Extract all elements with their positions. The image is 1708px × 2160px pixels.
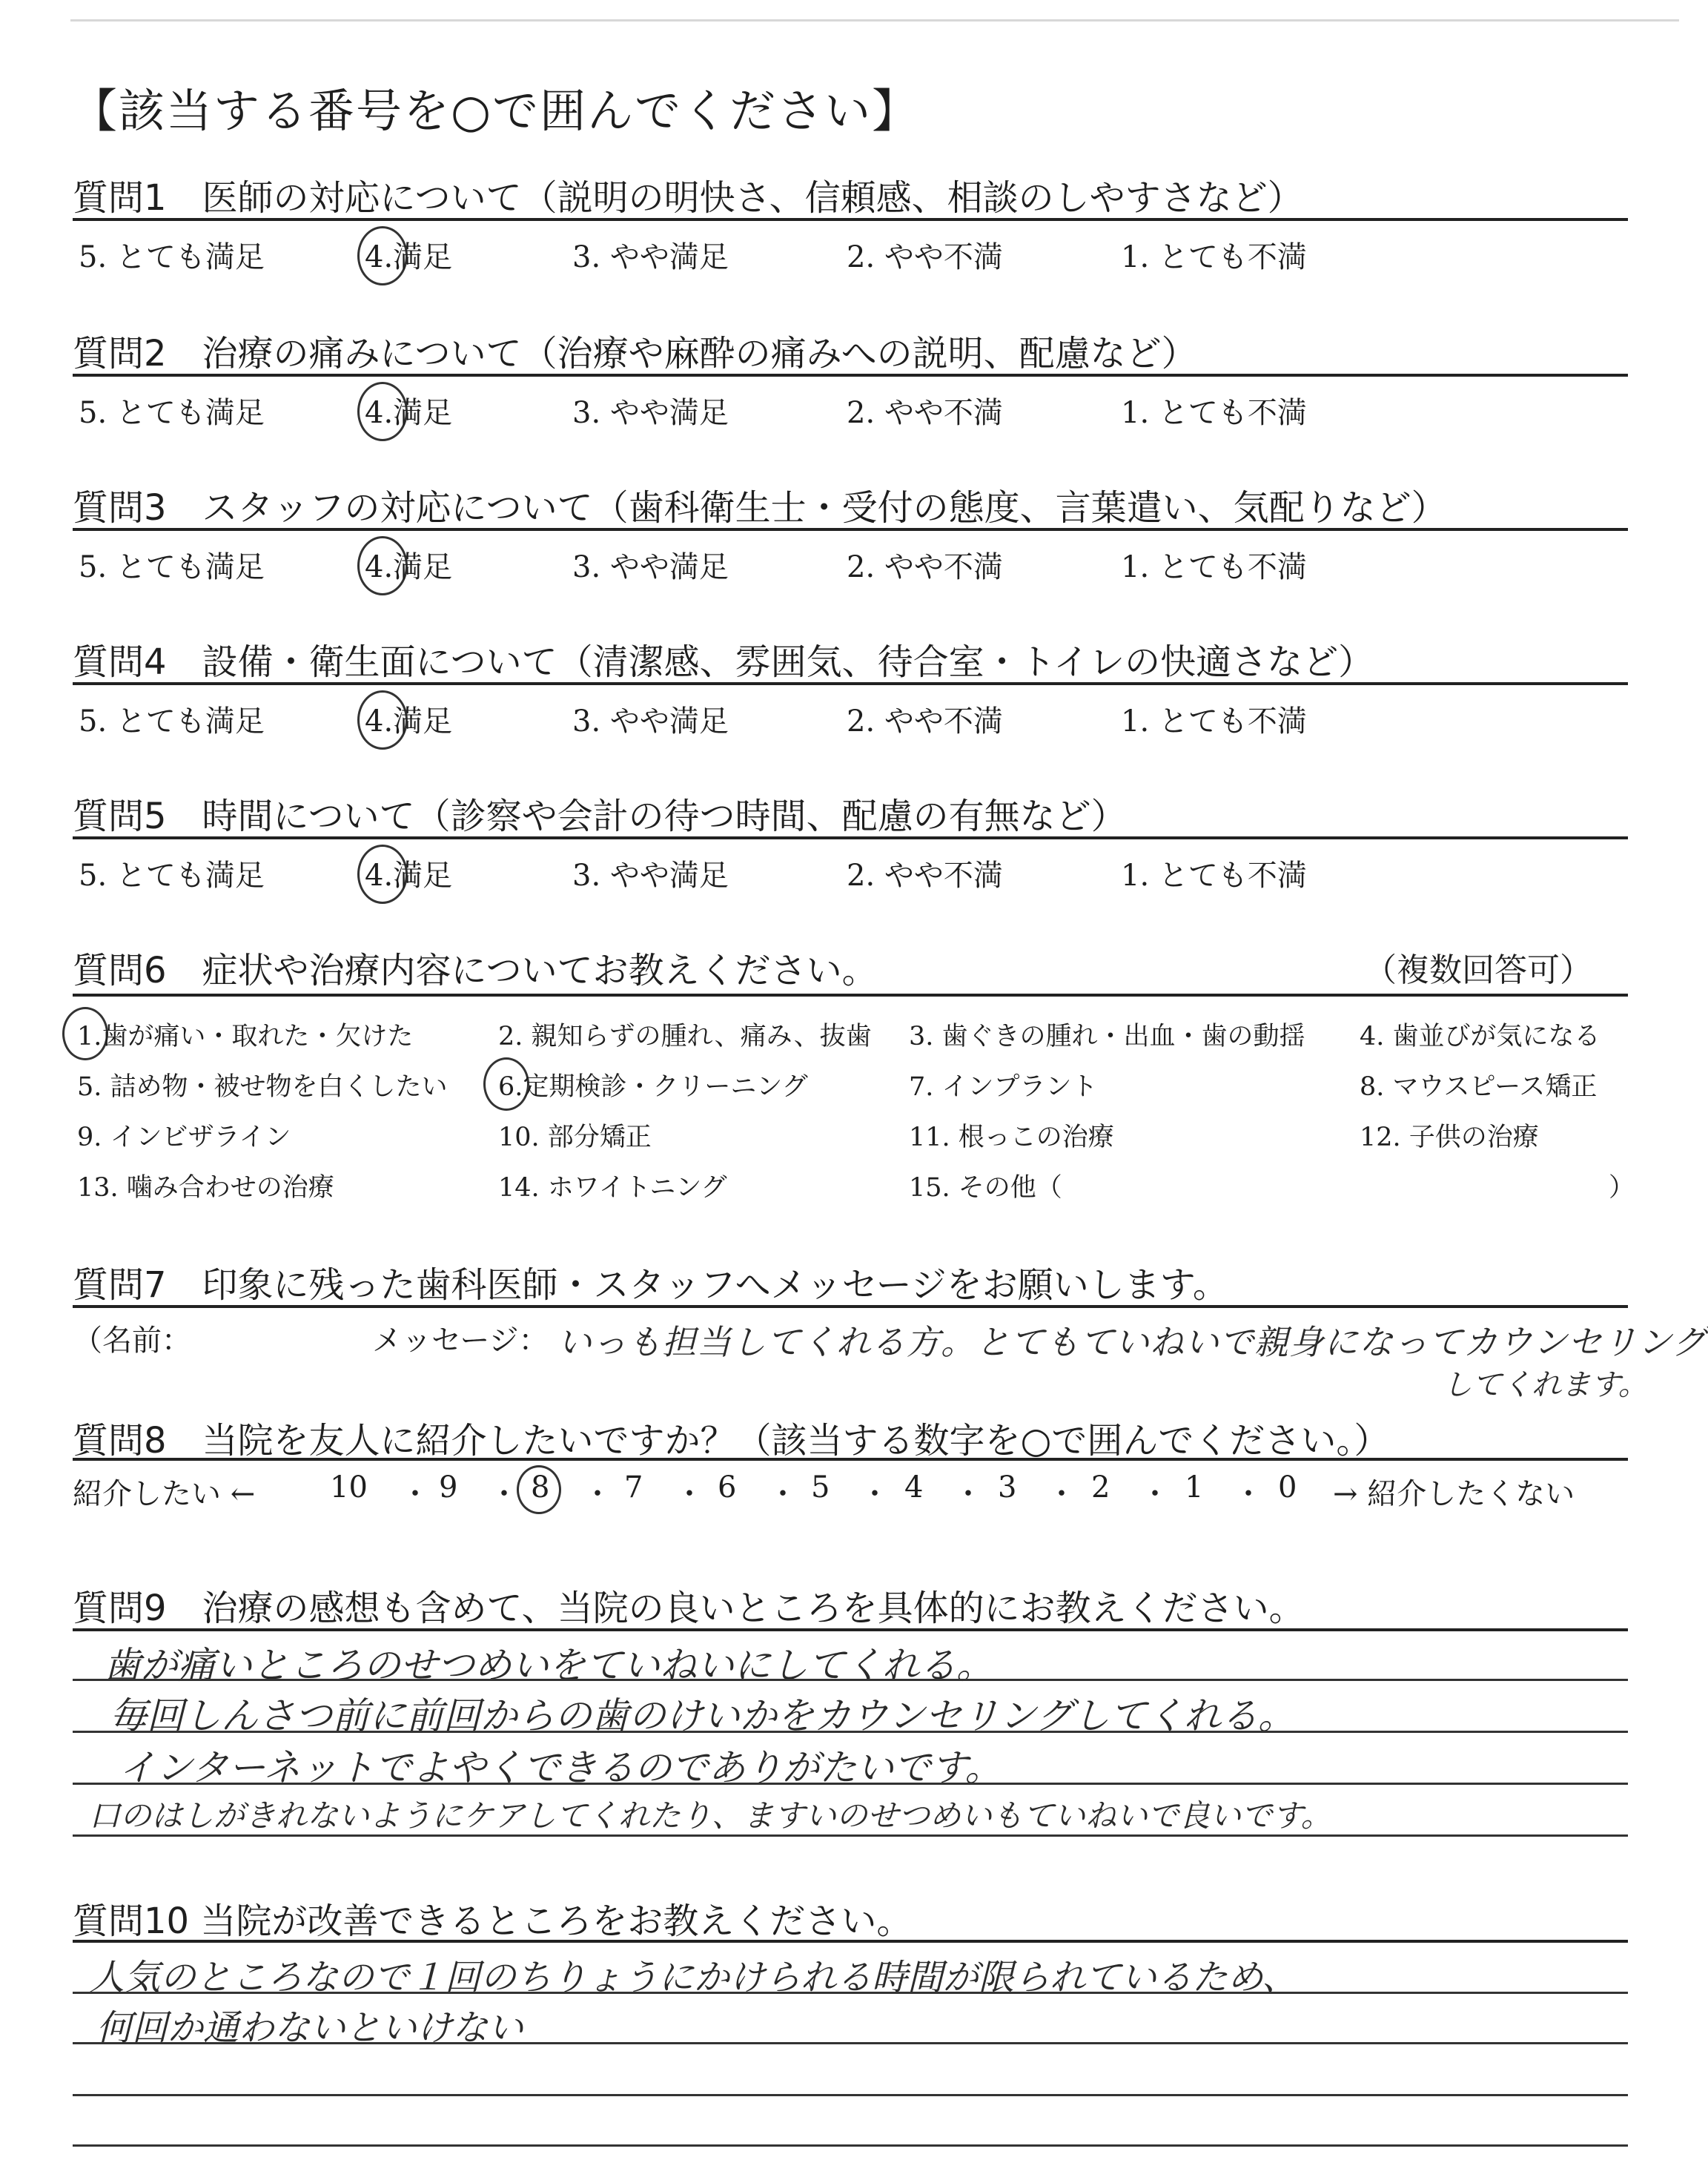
q6-option-4[interactable]: 4. 歯並びが気になる [1360,1022,1601,1051]
q6-option-9[interactable]: 9. インビザライン [77,1123,291,1152]
q6-option-14[interactable]: 14. ホワイトニング [498,1173,727,1203]
question-6-rule [73,994,1628,997]
scale-dot: ・ [489,1477,519,1511]
q2-option-3[interactable]: 3. やや満足 [572,396,729,430]
q1-option-2[interactable]: 2. やや不満 [847,240,1003,274]
q10-answer-rule [73,2094,1628,2096]
question-9-title: 質問9 治療の感想も含めて、当院の良いところを具体的にお教えください。 [73,1588,1305,1629]
q6-option-2[interactable]: 2. 親知らずの腫れ、痛み、抜歯 [498,1022,872,1051]
q3-option-2[interactable]: 2. やや不満 [847,550,1003,584]
question-2-title: 質問2 治療の痛みについて（治療や麻酔の痛みへの説明、配慮など） [73,333,1197,374]
q6-option-6[interactable]: 6.定期検診・クリーニング [498,1072,808,1102]
top-border [70,19,1679,22]
q2-option-1[interactable]: 1. とても不満 [1121,396,1307,430]
message-line-1: いっも担当してくれる方。とてもていねいで親身になってカウンセリング [557,1322,1707,1362]
scale-9[interactable]: 9 [439,1470,458,1505]
name-label: （名前： [73,1324,191,1358]
question-8-rule [73,1458,1628,1461]
scale-dot: ・ [1234,1477,1263,1511]
q6-option-7[interactable]: 7. インプラント [909,1072,1098,1102]
question-4-rule [73,682,1628,685]
q6-option-15[interactable]: 15. その他（ [909,1173,1062,1203]
q5-option-5[interactable]: 5. とても満足 [79,859,265,893]
q8-selected-circle [517,1465,561,1514]
q10-answer-line-2: 何回か通わないといけない [96,2007,524,2049]
q4-option-2[interactable]: 2. やや不満 [847,704,1003,739]
scale-dot: ・ [1047,1477,1076,1511]
q9-answer-rule [73,1731,1628,1733]
scale-dot: ・ [583,1477,612,1511]
q10-answer-line-1: 人気のところなので１回のちりょうにかけられる時間が限られているため、 [89,1957,1298,1998]
scale-dot: ・ [860,1477,890,1511]
q1-option-1[interactable]: 1. とても不満 [1121,240,1307,274]
scale-7[interactable]: 7 [624,1470,643,1505]
q5-option-4[interactable]: 4.満足 [365,859,453,893]
q6-option-15-close: ） [1609,1173,1635,1203]
message-label: メッセージ： [372,1324,549,1358]
question-7-rule [73,1305,1628,1308]
scale-dot: ・ [1140,1477,1170,1511]
q1-option-4[interactable]: 4.満足 [365,240,453,274]
question-10-rule [73,1940,1628,1943]
q6-option-11[interactable]: 11. 根っこの治療 [909,1123,1114,1152]
q6-option-1[interactable]: 1.歯が痛い・取れた・欠けた [77,1022,414,1051]
q6-option-12[interactable]: 12. 子供の治療 [1360,1123,1539,1152]
scale-dot: ・ [768,1477,798,1511]
question-1-rule [73,218,1628,221]
q9-answer-line-1: 歯が痛いところのせつめいをていねいにしてくれる。 [104,1644,993,1687]
question-10-title: 質問10 当院が改善できるところをお教えください。 [73,1900,913,1942]
question-8-title: 質問8 当院を友人に紹介したいですか？（該当する数字を○で囲んでください。） [73,1420,1390,1462]
page-title: 【該当する番号を○で囲んでください】 [71,84,920,138]
q3-option-1[interactable]: 1. とても不満 [1121,550,1307,584]
scale-0[interactable]: 0 [1278,1470,1297,1505]
scale-8[interactable]: 8 [531,1470,550,1505]
q4-option-5[interactable]: 5. とても満足 [79,704,265,739]
question-3-rule [73,528,1628,531]
q6-option-3[interactable]: 3. 歯ぐきの腫れ・出血・歯の動揺 [909,1022,1305,1051]
q3-option-3[interactable]: 3. やや満足 [572,550,729,584]
q2-option-2[interactable]: 2. やや不満 [847,396,1003,430]
scale-2[interactable]: 2 [1091,1470,1110,1505]
multiple-answer-note: （複数回答可） [1364,951,1592,989]
q2-option-5[interactable]: 5. とても満足 [79,396,265,430]
q9-answer-rule [73,1783,1628,1785]
q10-answer-rule [73,2144,1628,2147]
q10-answer-rule [73,1992,1628,1994]
question-7-title: 質問7 印象に残った歯科医師・スタッフへメッセージをお願いします。 [73,1264,1228,1306]
q5-option-2[interactable]: 2. やや不満 [847,859,1003,893]
question-4-title: 質問4 設備・衛生面について（清潔感、雰囲気、待合室・トイレの快適さなど） [73,641,1374,683]
q6-option-13[interactable]: 13. 噛み合わせの治療 [77,1173,334,1203]
question-9-rule [73,1628,1628,1631]
scale-10[interactable]: 10 [330,1470,368,1505]
q4-option-3[interactable]: 3. やや満足 [572,704,729,739]
q2-option-4[interactable]: 4.満足 [365,396,453,430]
q1-option-3[interactable]: 3. やや満足 [572,240,729,274]
q5-option-1[interactable]: 1. とても不満 [1121,859,1307,893]
q4-option-4[interactable]: 4.満足 [365,704,453,739]
question-1-title: 質問1 医師の対応について（説明の明快さ、信頼感、相談のしやすさなど） [73,177,1303,219]
q3-option-4[interactable]: 4.満足 [365,550,453,584]
question-5-title: 質問5 時間について（診察や会計の待つ時間、配慮の有無など） [73,796,1127,837]
q1-option-5[interactable]: 5. とても満足 [79,240,265,274]
q9-answer-line-2: 毎回しんさつ前に前回からの歯のけいかをカウンセリングしてくれる。 [110,1694,1295,1737]
scale-right-label: → 紹介したくない [1333,1477,1575,1511]
question-6-title: 質問6 症状や治療内容についてお教えください。 [73,950,878,991]
scale-5[interactable]: 5 [811,1470,830,1505]
q10-answer-rule [73,2042,1628,2044]
q3-option-5[interactable]: 5. とても満足 [79,550,265,584]
scale-4[interactable]: 4 [904,1470,924,1505]
q4-option-1[interactable]: 1. とても不満 [1121,704,1307,739]
scale-6[interactable]: 6 [718,1470,737,1505]
q9-answer-rule [73,1834,1628,1837]
scale-1[interactable]: 1 [1185,1470,1204,1505]
q5-option-3[interactable]: 3. やや満足 [572,859,729,893]
q6-option-5[interactable]: 5. 詰め物・被せ物を白くしたい [77,1072,448,1102]
question-5-rule [73,836,1628,839]
scale-dot: ・ [400,1477,430,1511]
q9-answer-rule [73,1679,1628,1681]
scale-left-label: 紹介したい ← [73,1477,256,1511]
question-3-title: 質問3 スタッフの対応について（歯科衛生士・受付の態度、言葉遣い、気配りなど） [73,487,1447,529]
scale-dot: ・ [953,1477,983,1511]
q6-option-8[interactable]: 8. マウスピース矯正 [1360,1072,1598,1102]
q9-answer-line-4: 口のはしがきれないようにケアしてくれたり、ますいのせつめいもていねいで良いです。 [89,1797,1332,1834]
message-line-2: してくれます。 [1443,1368,1648,1402]
scale-dot: ・ [675,1477,704,1511]
q9-answer-line-3: インターネットでよやくできるのでありがたいです。 [119,1746,1002,1789]
scale-3[interactable]: 3 [998,1470,1017,1505]
q6-option-10[interactable]: 10. 部分矯正 [498,1123,652,1152]
question-2-rule [73,374,1628,377]
